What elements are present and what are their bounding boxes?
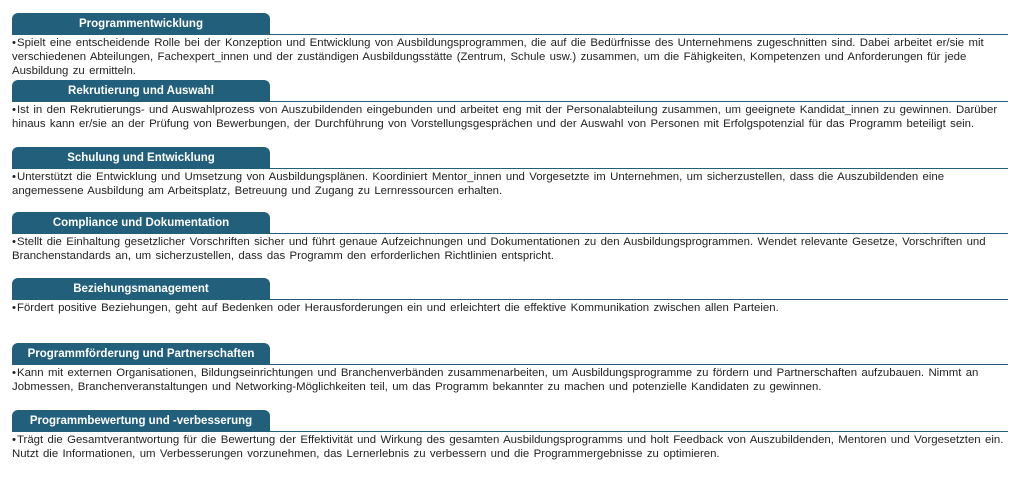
section-body [12,366,1008,394]
bullet-marker: • [12,236,16,248]
section-text: Stellt die Einhaltung gesetzlicher Vorschriften sicher und führt genaue Aufzeichnungen und Dokumentationen zu den Ausbildungsprogrammen. Wendet relevante Gesetze, Vorschriften und Branchenstandards an, um sicherzustellen, dass das Programm den erforderlichen Richtlinien entspricht. [12,236,986,263]
section-body [12,433,1008,461]
bullet-marker: • [12,367,16,379]
section-divider [12,168,1008,169]
section-divider [12,299,1008,300]
section-divider [12,101,1008,102]
bullet-marker: • [12,171,16,183]
section-divider [12,233,1008,234]
bullet-marker: • [12,434,16,446]
section-divider [12,364,1008,365]
section-heading: Beziehungsmanagement [12,278,270,300]
section-heading: Compliance und Dokumentation [12,212,270,234]
section-divider [12,431,1008,432]
section-heading: Rekrutierung und Auswahl [12,80,270,102]
bullet-marker: • [12,302,16,314]
section-text: Spielt eine entscheidende Rolle bei der Konzeption und Entwicklung von Ausbildungsprogrammen, die auf die Bedürfnisse des Unternehmens zugeschnitten sind. Dabei arbeitet er/sie mit verschiedenen Abteilungen, Fachexpert_innen und der zuständigen Ausbildungsstätte (Zentrum, Schule usw.) zusammen, um die Fähigkeiten, Kompetenzen und Anforderungen für jede Ausbildung zu ermitteln. [12,37,984,78]
section-text: Trägt die Gesamtverantwortung für die Bewertung der Effektivität und Wirkung des gesamten Ausbildungsprogramms und holt Feedback von Auszubildenden, Mentoren und Vorgesetzten ein. Nutzt die Informationen, um Verbesserungen vorzunehmen, das Lernerlebnis zu verbessern und die Programmergebnisse zu optimieren. [12,434,1004,461]
section-body [12,301,1008,315]
section-text: Unterstützt die Entwicklung und Umsetzung von Ausbildungsplänen. Koordiniert Mentor_innen und Vorgesetzte im Unternehmen, um sicherzustellen, dass die Auszubildenden eine angemessene Ausbildung am Arbeitsplatz, Betreuung und Zugang zu Lernressourcen erhalten. [12,171,945,198]
section-heading: Programmförderung und Partnerschaften [12,343,270,365]
section-divider [12,34,1008,35]
bullet-marker: • [12,104,16,116]
section-body [12,103,1008,131]
section-body [12,36,1008,79]
section-text: Ist in den Rekrutierungs- und Auswahlprozess von Auszubildenden eingebunden und arbeitet eng mit der Personalabteilung zusammen, um geeignete Kandidat_innen zu gewinnen. Darüber hinaus kann er/sie an der Prüfung von Bewerbungen, der Durchführung von Vorstellungsgesprächen und der Auswahl von Personen mit Erfolgspotenzial für das Programm beteiligt sein. [12,104,998,131]
section-body [12,235,1008,263]
section-body [12,170,1008,198]
bullet-marker: • [12,37,16,49]
section-heading: Programmbewertung und -verbesserung [12,410,270,432]
section-text: Kann mit externen Organisationen, Bildungseinrichtungen und Branchenverbänden zusammenarbeiten, um Ausbildungsprogramme zu fördern und Partnerschaften aufzubauen. Nimmt an Jobmessen, Branchenveranstaltungen und Networking-Möglichkeiten teil, um das Programm bekannter zu machen und potenzielle Kandidaten zu gewinnen. [12,367,979,394]
section-heading: Schulung und Entwicklung [12,147,270,169]
section-text: Fördert positive Beziehungen, geht auf Bedenken oder Herausforderungen ein und erleichtert die effektive Kommunikation zwischen allen Parteien. [17,302,779,314]
section-heading: Programmentwicklung [12,13,270,35]
